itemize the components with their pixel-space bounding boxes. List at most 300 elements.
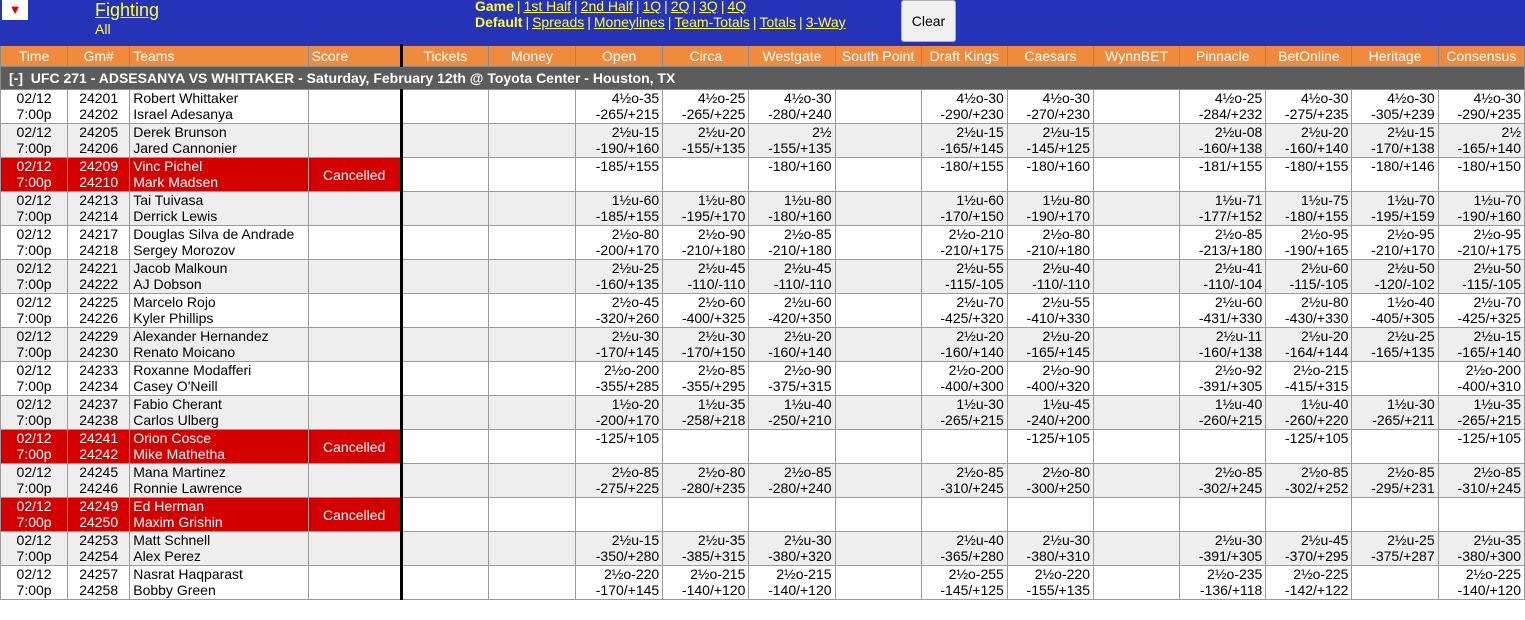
odds-cell[interactable]: [663, 498, 749, 532]
odds-cell[interactable]: [835, 328, 921, 362]
odds-cell[interactable]: [749, 90, 835, 124]
dropdown-toggle-icon[interactable]: ▼: [2, 0, 28, 20]
odds-cell[interactable]: [921, 90, 1007, 124]
odds-line: -265/+225: [681, 106, 746, 122]
odds-cell[interactable]: [1007, 498, 1093, 532]
odds-cell[interactable]: [663, 532, 749, 566]
odds-cell[interactable]: [576, 124, 663, 158]
odds-cell[interactable]: [1180, 396, 1266, 430]
period-link[interactable]: 2nd Half: [580, 0, 633, 14]
odds-line: -280/+240: [768, 106, 832, 122]
odds-cell[interactable]: [1266, 362, 1352, 396]
odds-cell[interactable]: [1266, 90, 1352, 124]
odds-cell[interactable]: [1266, 226, 1352, 260]
odds-cell[interactable]: [749, 260, 835, 294]
game-number-cell: [68, 226, 130, 260]
score-cell: [308, 260, 401, 294]
odds-cell[interactable]: [1094, 260, 1180, 294]
game-row: [1, 362, 1525, 396]
odds-cell[interactable]: [1438, 124, 1524, 158]
rotation-number: 24214: [79, 208, 119, 224]
odds-cell[interactable]: [1094, 124, 1180, 158]
odds-cell[interactable]: [749, 396, 835, 430]
odds-cell[interactable]: [1266, 192, 1352, 226]
odds-cell[interactable]: [401, 158, 488, 192]
odds-cell[interactable]: [1352, 396, 1438, 430]
odds-cell[interactable]: [921, 362, 1007, 396]
odds-cell[interactable]: [401, 464, 488, 498]
odds-line: 4½o-30: [1387, 90, 1435, 106]
odds-cell[interactable]: [1094, 566, 1180, 600]
odds-cell[interactable]: [749, 124, 835, 158]
odds-cell[interactable]: [1094, 226, 1180, 260]
odds-line: -181/+155: [1198, 158, 1263, 174]
odds-cell[interactable]: [663, 192, 749, 226]
odds-cell[interactable]: [1094, 158, 1180, 192]
odds-cell[interactable]: [488, 226, 575, 260]
odds-cell[interactable]: [488, 158, 575, 192]
odds-cell[interactable]: [488, 260, 575, 294]
bet-type-link[interactable]: Spreads: [532, 14, 585, 30]
odds-cell[interactable]: [1352, 124, 1438, 158]
event-row[interactable]: [1, 67, 1525, 90]
odds-line: -260/+220: [1285, 412, 1349, 428]
game-number-cell: [68, 192, 130, 226]
odds-cell[interactable]: [401, 498, 488, 532]
teams-cell: [130, 90, 308, 124]
odds-cell[interactable]: [1352, 294, 1438, 328]
odds-line: 2½u-11: [1215, 328, 1263, 344]
odds-cell[interactable]: [749, 362, 835, 396]
odds-cell[interactable]: [663, 430, 749, 464]
odds-cell[interactable]: [749, 158, 835, 192]
period-link[interactable]: 3Q: [699, 0, 718, 14]
odds-cell[interactable]: [1007, 566, 1093, 600]
odds-cell[interactable]: [921, 566, 1007, 600]
odds-line: -125/+105: [595, 430, 660, 446]
rotation-number: 24210: [79, 174, 119, 190]
odds-cell[interactable]: [1094, 430, 1180, 464]
odds-cell[interactable]: [1438, 498, 1524, 532]
odds-cell[interactable]: [749, 430, 835, 464]
odds-line: -190/+165: [1285, 242, 1349, 258]
odds-line: -210/+180: [768, 242, 832, 258]
score-cell: [308, 362, 401, 396]
top-bar: [0, 0, 1525, 44]
score-cell: Cancelled: [308, 430, 401, 464]
odds-cell[interactable]: [1352, 430, 1438, 464]
odds-cell[interactable]: [835, 192, 921, 226]
bet-type-link[interactable]: Totals: [759, 14, 797, 30]
odds-cell[interactable]: [488, 294, 575, 328]
odds-cell[interactable]: [1007, 124, 1093, 158]
odds-cell[interactable]: [576, 294, 663, 328]
odds-cell[interactable]: [1180, 90, 1266, 124]
odds-line: -200/+170: [595, 242, 660, 258]
odds-cell[interactable]: [1094, 192, 1180, 226]
bet-type-link[interactable]: Moneylines: [593, 14, 665, 30]
odds-cell[interactable]: [1007, 532, 1093, 566]
fighter-name: Mana Martinez: [133, 464, 226, 480]
odds-cell[interactable]: [663, 396, 749, 430]
odds-line: -260/+215: [1198, 412, 1263, 428]
odds-cell[interactable]: [576, 396, 663, 430]
odds-cell[interactable]: [921, 396, 1007, 430]
column-header-westgate: Westgate: [749, 45, 835, 67]
odds-cell[interactable]: [1352, 566, 1438, 600]
odds-cell[interactable]: [663, 328, 749, 362]
odds-cell[interactable]: [663, 90, 749, 124]
fighter-name: Fabio Cherant: [133, 396, 222, 412]
odds-cell[interactable]: [1266, 566, 1352, 600]
odds-cell[interactable]: [835, 226, 921, 260]
odds-cell[interactable]: [1007, 158, 1093, 192]
odds-cell[interactable]: [1180, 566, 1266, 600]
game-row: [1, 532, 1525, 566]
odds-cell[interactable]: [663, 294, 749, 328]
odds-cell[interactable]: [1352, 532, 1438, 566]
odds-cell[interactable]: [1266, 124, 1352, 158]
odds-cell[interactable]: [1352, 464, 1438, 498]
odds-cell[interactable]: [1180, 226, 1266, 260]
odds-cell[interactable]: [921, 226, 1007, 260]
odds-line: -385/+315: [681, 548, 746, 564]
game-date: 02/12: [16, 226, 52, 242]
odds-cell[interactable]: [1266, 396, 1352, 430]
odds-cell[interactable]: [401, 294, 488, 328]
period-link[interactable]: 4Q: [727, 0, 747, 14]
game-time-cell: [1, 158, 68, 192]
odds-cell[interactable]: [1352, 498, 1438, 532]
event-title[interactable]: [1, 67, 1525, 90]
odds-line: -275/+235: [1285, 106, 1349, 122]
odds-cell[interactable]: [835, 294, 921, 328]
odds-cell[interactable]: [1007, 396, 1093, 430]
odds-line: -265/+215: [940, 412, 1004, 428]
odds-cell[interactable]: [488, 124, 575, 158]
odds-cell[interactable]: [1094, 294, 1180, 328]
odds-line: -195/+159: [1371, 208, 1435, 224]
collapse-toggle[interactable]: [-]: [9, 70, 23, 86]
odds-cell[interactable]: [1352, 226, 1438, 260]
fighter-name: Renato Moicano: [133, 344, 236, 360]
odds-cell[interactable]: [1007, 464, 1093, 498]
teams-cell: [130, 328, 308, 362]
odds-cell[interactable]: [1094, 498, 1180, 532]
odds-line: -190/+160: [595, 140, 660, 156]
odds-cell[interactable]: [1007, 260, 1093, 294]
odds-cell[interactable]: [921, 430, 1007, 464]
odds-cell[interactable]: [663, 464, 749, 498]
odds-cell[interactable]: [1352, 158, 1438, 192]
odds-line: 2½o-90: [784, 362, 832, 378]
odds-cell[interactable]: [1180, 260, 1266, 294]
odds-cell[interactable]: [1266, 532, 1352, 566]
odds-cell[interactable]: [576, 498, 663, 532]
odds-cell[interactable]: [835, 396, 921, 430]
odds-cell[interactable]: [1352, 90, 1438, 124]
odds-cell[interactable]: [401, 328, 488, 362]
odds-cell[interactable]: [1266, 328, 1352, 362]
odds-cell[interactable]: [488, 192, 575, 226]
fighter-name: Robert Whittaker: [133, 90, 239, 106]
odds-line: -170/+145: [595, 582, 660, 598]
odds-cell[interactable]: [663, 362, 749, 396]
rotation-number: 24217: [79, 226, 119, 242]
game-row: [1, 464, 1525, 498]
odds-cell[interactable]: [1438, 260, 1524, 294]
odds-cell[interactable]: [921, 260, 1007, 294]
odds-line: 2½u-25: [1387, 532, 1435, 548]
odds-cell[interactable]: [488, 90, 575, 124]
odds-cell[interactable]: [749, 566, 835, 600]
odds-line: -180/+150: [1457, 158, 1521, 174]
teams-cell: [130, 294, 308, 328]
odds-cell[interactable]: [401, 362, 488, 396]
odds-cell[interactable]: [488, 328, 575, 362]
odds-cell[interactable]: [401, 396, 488, 430]
odds-cell[interactable]: [401, 226, 488, 260]
odds-cell[interactable]: [1007, 294, 1093, 328]
odds-cell[interactable]: [835, 362, 921, 396]
odds-cell[interactable]: [1007, 328, 1093, 362]
odds-cell[interactable]: [835, 124, 921, 158]
odds-cell[interactable]: [576, 430, 663, 464]
odds-cell[interactable]: [1438, 226, 1524, 260]
odds-cell[interactable]: [835, 430, 921, 464]
odds-cell[interactable]: [921, 498, 1007, 532]
bet-type-link[interactable]: 3-Way: [805, 14, 846, 30]
odds-cell[interactable]: [401, 566, 488, 600]
odds-cell[interactable]: [1352, 192, 1438, 226]
odds-cell[interactable]: [488, 498, 575, 532]
odds-cell[interactable]: [1180, 532, 1266, 566]
odds-line: 2½u-45: [784, 260, 832, 276]
rotation-number: 24225: [79, 294, 119, 310]
odds-cell[interactable]: [1094, 362, 1180, 396]
odds-cell[interactable]: [749, 294, 835, 328]
fighter-name: Ronnie Lawrence: [133, 480, 243, 496]
odds-line: 4½o-30: [1473, 90, 1521, 106]
odds-cell[interactable]: [1007, 226, 1093, 260]
odds-cell[interactable]: [1180, 362, 1266, 396]
odds-cell[interactable]: [1266, 294, 1352, 328]
fighter-name: Derrick Lewis: [133, 208, 218, 224]
odds-cell[interactable]: [921, 124, 1007, 158]
odds-line: -125/+105: [1026, 430, 1090, 446]
odds-cell[interactable]: [1266, 260, 1352, 294]
odds-cell[interactable]: [576, 328, 663, 362]
odds-cell[interactable]: [1007, 192, 1093, 226]
odds-cell[interactable]: [1007, 362, 1093, 396]
game-date: 02/12: [16, 328, 52, 344]
odds-cell[interactable]: [488, 362, 575, 396]
clear-button[interactable]: Clear: [901, 0, 956, 42]
odds-cell[interactable]: [749, 192, 835, 226]
odds-cell[interactable]: [1180, 158, 1266, 192]
odds-cell[interactable]: [749, 532, 835, 566]
odds-cell[interactable]: [835, 566, 921, 600]
odds-line: 2½o-235: [1207, 566, 1263, 582]
odds-line: 2½o-85: [784, 226, 832, 242]
odds-cell[interactable]: [1438, 192, 1524, 226]
odds-cell[interactable]: [576, 362, 663, 396]
odds-line: 1½o-40: [1387, 294, 1435, 310]
odds-cell[interactable]: [749, 464, 835, 498]
odds-cell[interactable]: [1007, 430, 1093, 464]
score-cell: [308, 90, 401, 124]
odds-cell[interactable]: [1094, 532, 1180, 566]
odds-cell[interactable]: [401, 430, 488, 464]
odds-cell[interactable]: [1180, 464, 1266, 498]
odds-cell[interactable]: [401, 532, 488, 566]
fighter-name: Sergey Morozov: [133, 242, 236, 258]
odds-line: 1½u-40: [1300, 396, 1349, 412]
odds-cell[interactable]: [1180, 430, 1266, 464]
odds-cell[interactable]: [921, 158, 1007, 192]
column-header-time: Time: [1, 45, 68, 67]
odds-cell[interactable]: [1438, 90, 1524, 124]
odds-cell[interactable]: [1180, 192, 1266, 226]
odds-cell[interactable]: [921, 532, 1007, 566]
odds-cell[interactable]: [1438, 294, 1524, 328]
odds-cell[interactable]: [576, 158, 663, 192]
odds-cell[interactable]: [1180, 124, 1266, 158]
odds-cell[interactable]: [1438, 430, 1524, 464]
odds-cell[interactable]: [1266, 158, 1352, 192]
odds-cell[interactable]: [749, 226, 835, 260]
fighter-name: Derek Brunson: [133, 124, 227, 140]
odds-cell[interactable]: [1180, 498, 1266, 532]
odds-cell[interactable]: [1094, 328, 1180, 362]
sport-link[interactable]: Fighting: [95, 0, 160, 20]
odds-cell[interactable]: [749, 498, 835, 532]
odds-cell[interactable]: [663, 260, 749, 294]
odds-cell[interactable]: [488, 532, 575, 566]
odds-cell[interactable]: [488, 396, 575, 430]
odds-cell[interactable]: [921, 294, 1007, 328]
game-time-cell: [1, 328, 68, 362]
odds-cell[interactable]: [663, 226, 749, 260]
odds-cell[interactable]: [835, 260, 921, 294]
odds-cell[interactable]: [1438, 362, 1524, 396]
game-date: 02/12: [16, 294, 52, 310]
odds-line: -180/+160: [768, 208, 832, 224]
rotation-number: 24213: [79, 192, 119, 208]
teams-cell: [130, 124, 308, 158]
odds-line: 2½u-20: [784, 328, 832, 344]
odds-cell[interactable]: [1438, 464, 1524, 498]
odds-line: -400/+325: [681, 310, 746, 326]
game-row: [1, 226, 1525, 260]
odds-cell[interactable]: [1352, 328, 1438, 362]
column-header-teams: Teams: [130, 45, 308, 67]
odds-line: -180/+160: [1026, 158, 1090, 174]
odds-line: -425/+325: [1457, 310, 1521, 326]
odds-cell[interactable]: [921, 192, 1007, 226]
odds-cell[interactable]: [1352, 362, 1438, 396]
odds-line: 2½u-15: [1042, 124, 1090, 140]
odds-cell[interactable]: [1438, 532, 1524, 566]
odds-table: [0, 44, 1525, 600]
odds-line: -310/+245: [940, 480, 1004, 496]
odds-line: -180/+146: [1371, 158, 1435, 174]
odds-line: 2½u-20: [697, 124, 746, 140]
odds-cell[interactable]: [921, 464, 1007, 498]
game-time-cell: [1, 226, 68, 260]
odds-line: 2½u-60: [1214, 294, 1263, 310]
league-filter-link[interactable]: All: [95, 21, 111, 37]
odds-cell[interactable]: [749, 328, 835, 362]
odds-line: -430/+330: [1285, 310, 1349, 326]
odds-cell[interactable]: [1094, 464, 1180, 498]
odds-cell[interactable]: [1007, 90, 1093, 124]
odds-line: -400/+320: [1026, 378, 1090, 394]
odds-cell[interactable]: [835, 498, 921, 532]
odds-cell[interactable]: [663, 158, 749, 192]
odds-cell[interactable]: [576, 566, 663, 600]
odds-cell[interactable]: [401, 260, 488, 294]
score-cell: [308, 396, 401, 430]
odds-line: -265/+215: [1457, 412, 1521, 428]
odds-cell[interactable]: [1438, 396, 1524, 430]
odds-cell[interactable]: [401, 124, 488, 158]
odds-cell[interactable]: [401, 192, 488, 226]
odds-cell[interactable]: [1180, 294, 1266, 328]
game-time: 7:00p: [16, 106, 52, 122]
odds-cell[interactable]: [1438, 158, 1524, 192]
event-title-text: UFC 271 - ADSESANYA VS WHITTAKER - Saturday, February 12th @ Toyota Center - Houston, TX: [30, 70, 676, 86]
odds-cell[interactable]: [576, 90, 663, 124]
odds-cell[interactable]: [835, 532, 921, 566]
odds-cell[interactable]: [576, 464, 663, 498]
odds-cell[interactable]: [576, 192, 663, 226]
period-link[interactable]: 2Q: [670, 0, 690, 14]
odds-cell[interactable]: [576, 226, 663, 260]
odds-cell[interactable]: [488, 566, 575, 600]
odds-cell[interactable]: [1438, 566, 1524, 600]
odds-cell[interactable]: [921, 328, 1007, 362]
odds-cell[interactable]: [1438, 328, 1524, 362]
period-link[interactable]: 1Q: [642, 0, 662, 14]
odds-cell[interactable]: [835, 90, 921, 124]
odds-cell[interactable]: [835, 158, 921, 192]
odds-cell[interactable]: [1094, 90, 1180, 124]
odds-cell[interactable]: [401, 90, 488, 124]
odds-line: 2½o-92: [1214, 362, 1263, 378]
odds-cell[interactable]: [488, 430, 575, 464]
period-link[interactable]: 1st Half: [523, 0, 572, 14]
odds-cell[interactable]: [1266, 498, 1352, 532]
odds-cell[interactable]: [488, 464, 575, 498]
bet-type-link[interactable]: Team-Totals: [674, 14, 750, 30]
odds-cell[interactable]: [1266, 464, 1352, 498]
game-time: 7:00p: [16, 548, 52, 564]
odds-line: -180/+155: [1285, 208, 1349, 224]
odds-cell[interactable]: [1266, 430, 1352, 464]
odds-cell[interactable]: [576, 532, 663, 566]
odds-cell[interactable]: [1352, 260, 1438, 294]
odds-cell[interactable]: [1180, 328, 1266, 362]
odds-cell[interactable]: [576, 260, 663, 294]
odds-line: -155/+135: [768, 140, 832, 156]
odds-cell[interactable]: [663, 566, 749, 600]
odds-cell[interactable]: [835, 464, 921, 498]
odds-cell[interactable]: [1094, 396, 1180, 430]
odds-line: 1½u-60: [956, 192, 1004, 208]
game-time-cell: [1, 396, 68, 430]
odds-cell[interactable]: [663, 124, 749, 158]
